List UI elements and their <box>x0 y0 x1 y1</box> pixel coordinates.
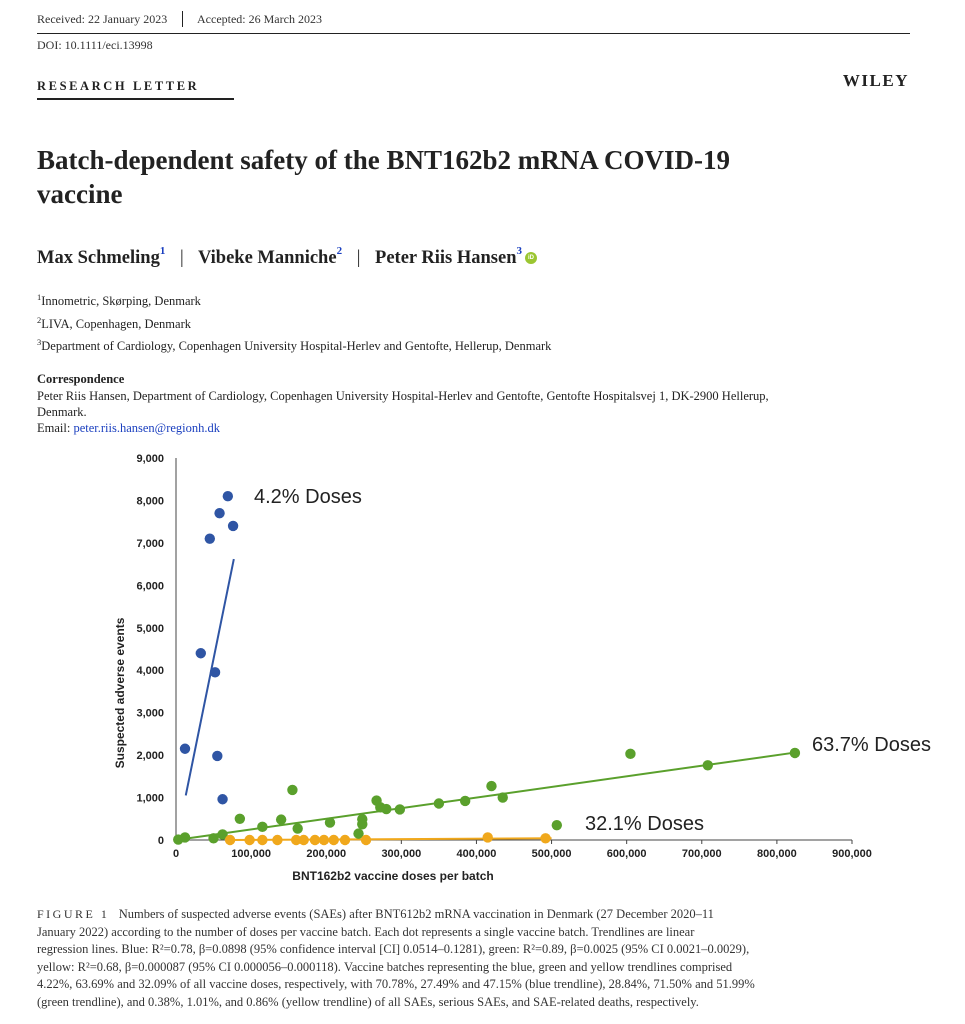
x-tick-label: 900,000 <box>832 848 872 860</box>
data-point-yellow <box>329 835 339 845</box>
author-separator: | <box>356 248 361 268</box>
data-point-green <box>325 817 335 827</box>
data-point-yellow <box>483 832 493 842</box>
data-point-blue <box>214 508 224 518</box>
series-annotation-green: 63.7% Doses <box>812 734 931 756</box>
y-tick-label: 1,000 <box>136 792 164 805</box>
data-point-yellow <box>272 835 282 845</box>
data-point-green <box>257 822 267 832</box>
author-name[interactable]: Max Schmeling <box>37 248 160 268</box>
data-point-blue <box>228 521 238 531</box>
correspondence-email-row <box>37 420 917 436</box>
data-point-yellow <box>540 833 550 843</box>
header-rule <box>37 33 910 34</box>
data-point-blue <box>212 751 222 761</box>
affiliation-text: LIVA, Copenhagen, Denmark <box>41 317 191 332</box>
caption-line: yellow: R²=0.68, β=0.000087 (95% CI 0.000056–0.000118). Vaccine batches representing the blue, green and yellow trendlines comprised <box>37 959 733 974</box>
series-annotation-blue: 4.2% Doses <box>254 486 362 508</box>
correspondence-line: Denmark. <box>37 405 87 419</box>
figure-caption <box>37 906 927 1011</box>
data-point-green <box>498 792 508 802</box>
orcid-icon[interactable]: iD <box>525 252 537 264</box>
chart-points <box>173 491 800 845</box>
trendline-blue <box>186 559 234 795</box>
x-tick-label: 0 <box>172 848 180 860</box>
affiliation-number: 1 <box>37 292 42 302</box>
data-point-green <box>381 804 391 814</box>
y-axis-label: Suspected adverse events <box>113 617 127 769</box>
received-date: Received: 22 January 2023 <box>37 12 168 26</box>
data-point-blue <box>196 648 206 658</box>
caption-line: FIGURE 1 Numbers of suspected adverse events (SAEs) after BNT612b2 mRNA vaccination in Denmark (27 December 2020–11 <box>37 907 714 921</box>
x-tick-label: 600,000 <box>606 848 647 860</box>
affiliation <box>37 337 551 354</box>
author-affil-ref[interactable]: 2 <box>336 245 343 257</box>
caption-line: 4.22%, 63.69% and 32.09% of all vaccine doses, respectively, with 70.78%, 27.49% and 47.15% (blue trendline), 28.84%, 71.50% and 51.99% <box>37 977 755 991</box>
author-separator: | <box>179 248 184 268</box>
section-label: RESEARCH LETTER <box>37 79 200 93</box>
chart-axes <box>176 458 852 844</box>
author-name[interactable]: Vibeke Manniche <box>197 248 337 268</box>
y-tick-label: 9,000 <box>136 453 164 465</box>
affiliation-text: Department of Cardiology, Copenhagen University Hospital-Herlev and Gentofte, Hellerup, Denmark <box>41 339 552 354</box>
data-point-green <box>790 748 800 758</box>
author-affil-ref[interactable]: 1 <box>159 245 166 257</box>
article-title-line2: vaccine <box>37 179 123 209</box>
data-point-blue <box>180 744 190 754</box>
data-point-yellow <box>298 835 308 845</box>
figure-label: FIGURE 1 <box>37 907 110 921</box>
series-annotation-yellow: 32.1% Doses <box>585 813 704 835</box>
caption-line: (green trendline), and 0.38%, 1.01%, and 0.86% (yellow trendline) of all SAEs, serious SAEs, and SAE-related deaths, respectively. <box>37 994 699 1009</box>
author-list <box>37 245 537 269</box>
data-point-yellow <box>310 835 320 845</box>
doi: DOI: 10.1111/eci.13998 <box>37 38 153 52</box>
data-point-green <box>208 833 218 843</box>
author-name[interactable]: Peter Riis Hansen <box>375 248 517 268</box>
correspondence-line: Peter Riis Hansen, Department of Cardiology, Copenhagen University Hospital-Herlev and Gentofte, Gentofte Hospitalsvej 1, DK-2900 Hellerup, <box>37 389 769 403</box>
data-point-blue <box>223 491 233 501</box>
data-point-green <box>292 823 302 833</box>
correspondence-heading: Correspondence <box>37 372 125 386</box>
x-tick-label: 800,000 <box>757 848 797 860</box>
data-point-blue <box>205 533 215 543</box>
email-link[interactable]: peter.riis.hansen@regionh.dk <box>73 421 220 435</box>
data-point-yellow <box>340 835 350 845</box>
data-point-yellow <box>361 835 371 845</box>
x-tick-label: 100,000 <box>231 848 271 860</box>
publisher-logo: WILEY <box>842 71 909 90</box>
y-tick-label: 0 <box>157 835 164 847</box>
correspondence-text <box>37 388 917 436</box>
data-point-yellow <box>244 835 254 845</box>
section-label-underline <box>37 98 234 100</box>
data-point-green <box>434 798 444 808</box>
y-tick-label: 8,000 <box>136 495 164 508</box>
data-point-blue <box>210 667 220 677</box>
y-tick-label: 3,000 <box>136 707 164 720</box>
y-tick-label: 2,000 <box>136 750 164 763</box>
data-point-green <box>235 814 245 824</box>
data-point-blue <box>217 794 227 804</box>
caption-line: January 2022) according to the number of doses per vaccine batch. Each dot represents a single vaccine batch. Trendlines are linear <box>37 924 695 939</box>
email-label: Email: <box>37 421 71 435</box>
data-point-green <box>552 820 562 830</box>
y-tick-label: 6,000 <box>136 580 164 593</box>
y-tick-label: 4,000 <box>136 665 164 678</box>
affiliation <box>37 315 191 332</box>
y-tick-label: 7,000 <box>136 537 164 550</box>
data-point-green <box>395 804 405 814</box>
x-tick-label: 500,000 <box>531 848 572 860</box>
x-tick-label: 300,000 <box>381 848 422 860</box>
article-title-line1: Batch-dependent safety of the BNT162b2 mRNA COVID-19 <box>37 145 730 175</box>
accepted-date: Accepted: 26 March 2023 <box>197 12 322 26</box>
data-point-green <box>486 781 496 791</box>
data-point-green <box>703 760 713 770</box>
x-tick-label: 400,000 <box>456 848 497 860</box>
data-point-yellow <box>225 835 235 845</box>
data-point-green <box>625 749 635 759</box>
header-separator <box>182 11 183 27</box>
data-point-green <box>460 796 470 806</box>
data-point-green <box>276 814 286 824</box>
x-tick-label: 200,000 <box>306 848 347 860</box>
figure-chart <box>0 448 965 888</box>
data-point-green <box>357 814 367 824</box>
affiliation-number: 2 <box>37 315 42 325</box>
data-point-green <box>180 832 190 842</box>
data-point-green <box>287 785 297 795</box>
x-axis-label: BNT162b2 vaccine doses per batch <box>292 869 494 883</box>
data-point-yellow <box>257 835 267 845</box>
affiliation-text: Innometric, Skørping, Denmark <box>41 294 201 309</box>
data-point-yellow <box>319 835 329 845</box>
caption-line: regression lines. Blue: R²=0.78, β=0.0898 (95% confidence interval [CI] 0.0514–0.1281), green: R²=0.89, β=0.0025 (95% CI 0.0021–0.0029), <box>37 942 750 956</box>
y-tick-label: 5,000 <box>136 622 164 635</box>
chart-trendlines <box>176 559 795 840</box>
author-affil-ref[interactable]: 3 <box>516 245 523 257</box>
x-tick-label: 700,000 <box>681 848 722 860</box>
affiliation <box>37 292 201 309</box>
affiliation-number: 3 <box>37 337 42 347</box>
article-title <box>37 143 730 211</box>
